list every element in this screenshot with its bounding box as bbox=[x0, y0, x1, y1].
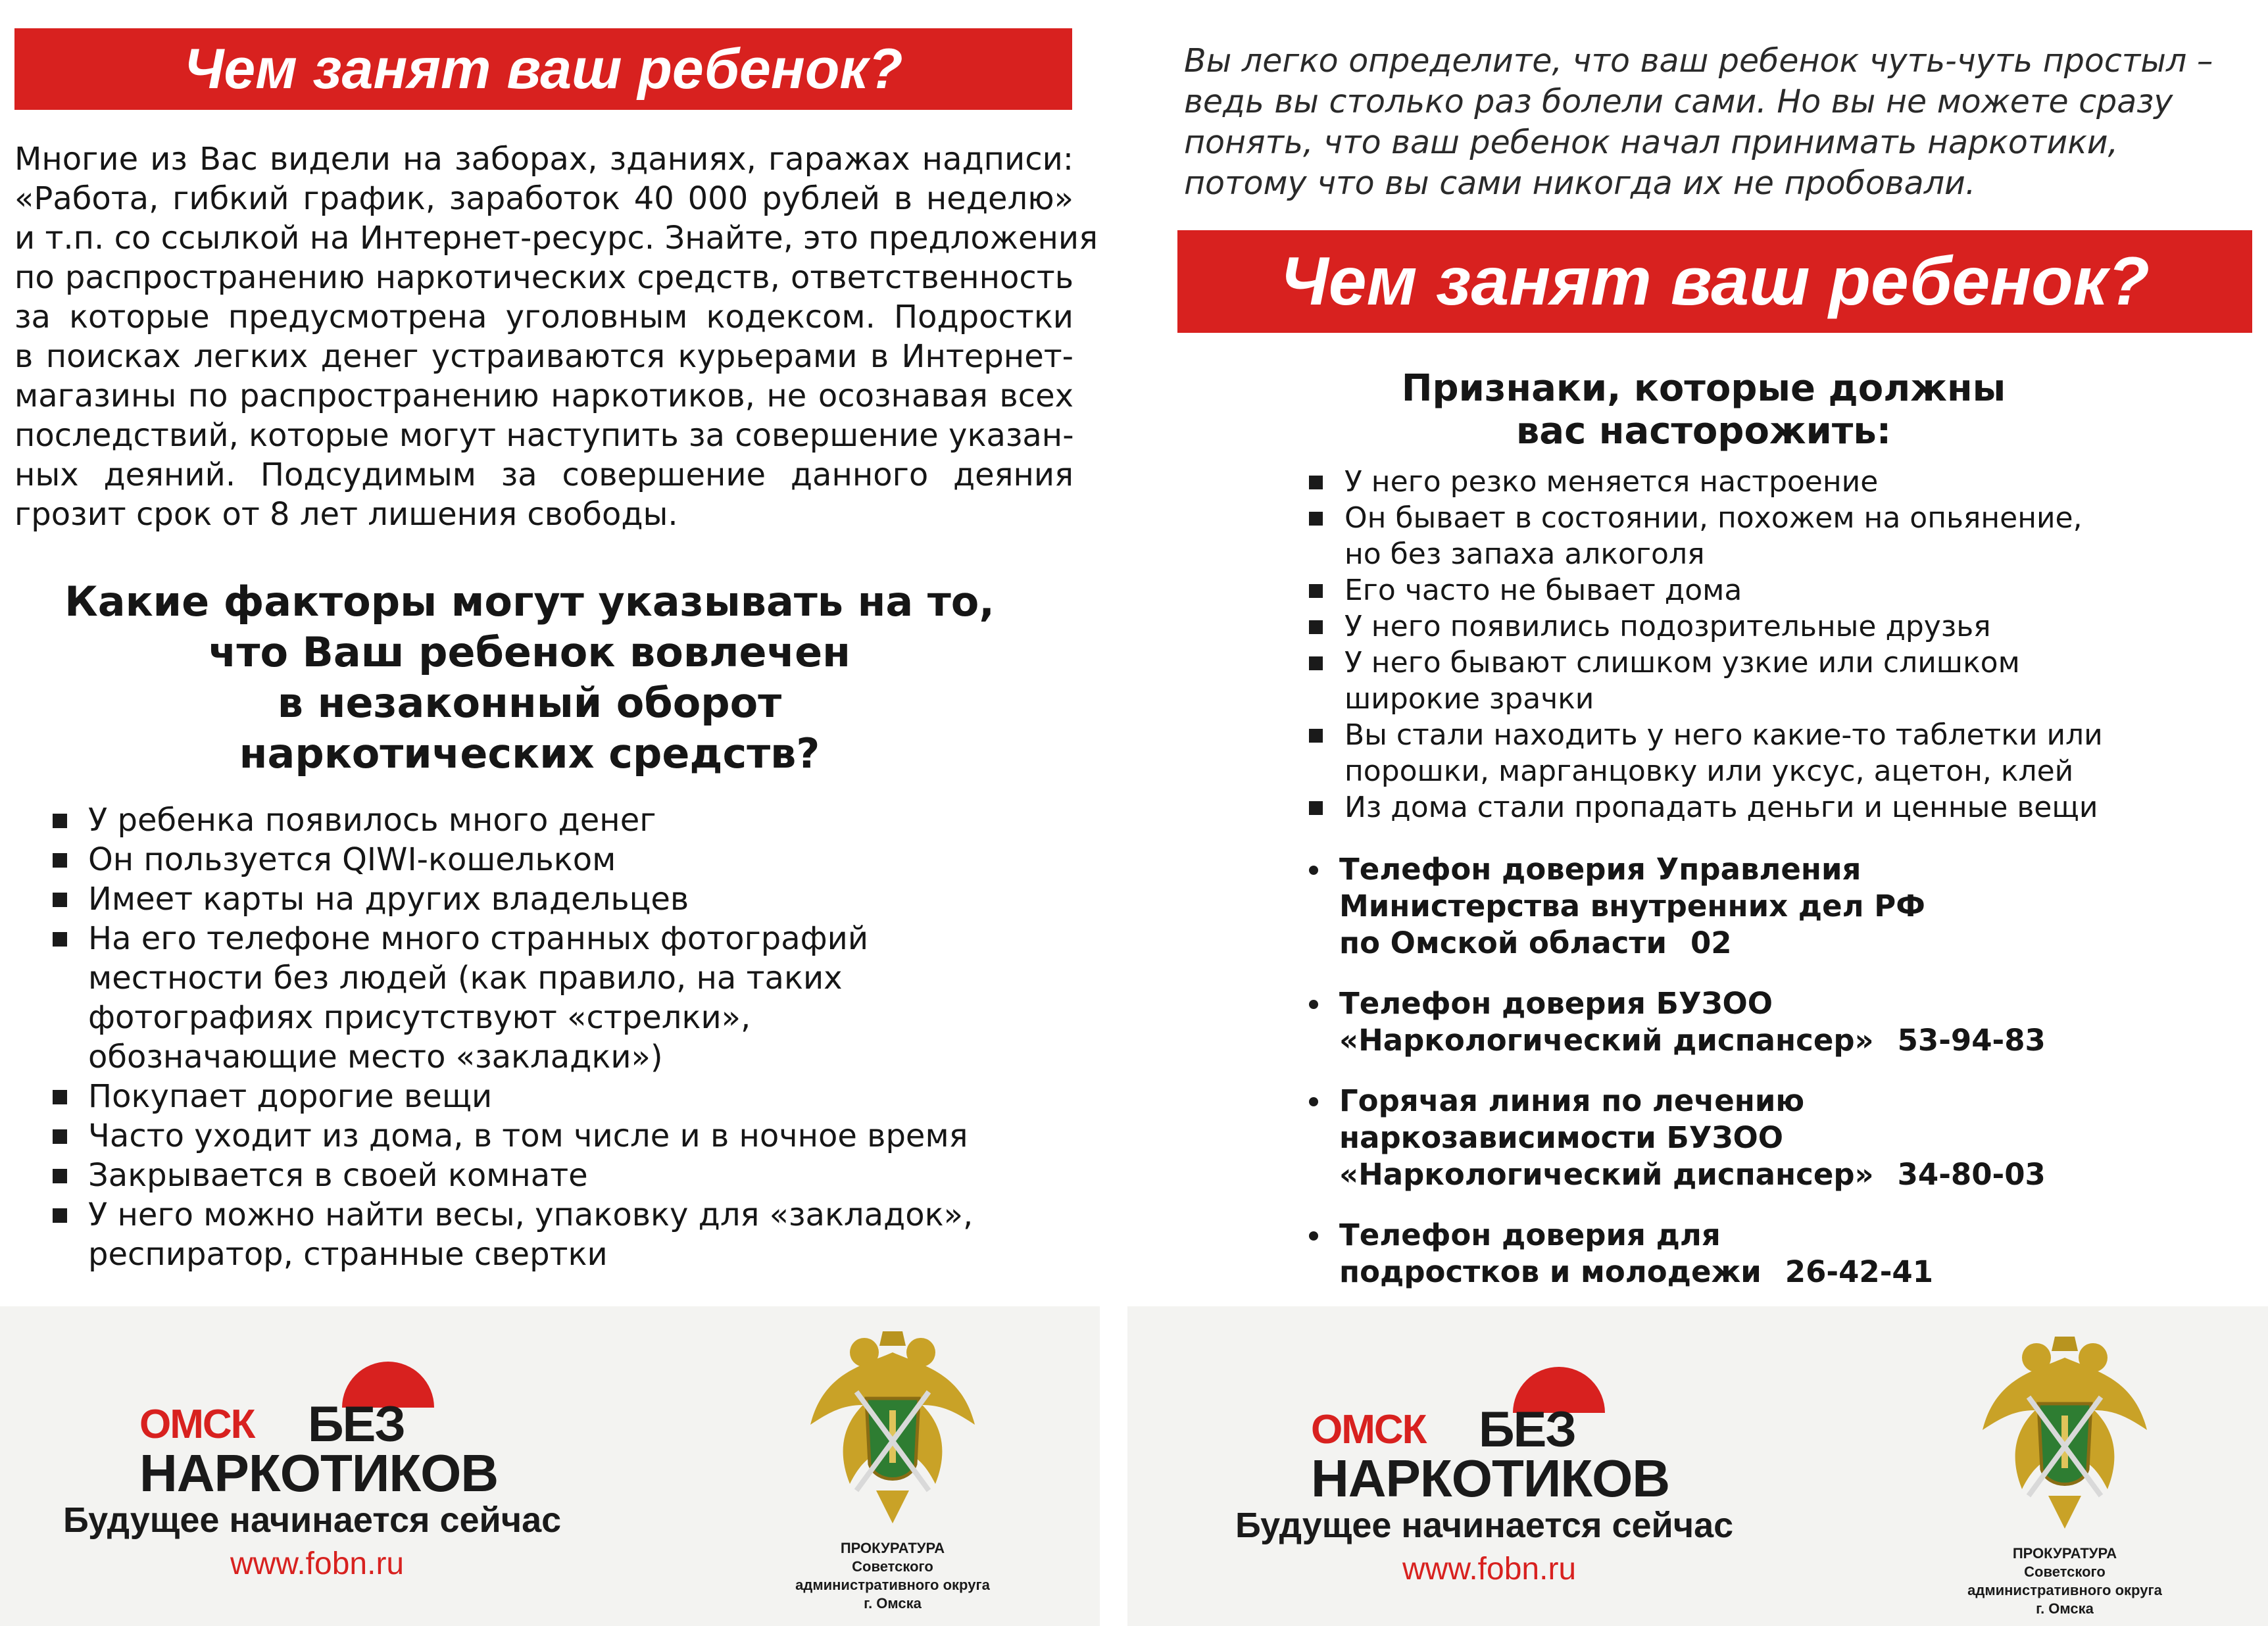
round-bullet-icon bbox=[1309, 866, 1318, 875]
contact-item: Горячая линия по лечению наркозависимости БУЗОО «Наркологический диспансер» 34-80-03 bbox=[1309, 1083, 2161, 1193]
list-item: Часто уходит из дома, в том числе и в ночное время bbox=[53, 1116, 973, 1156]
factors-heading: Какие факторы могут указывать на то, что Ваш ребенок вовлечен в незаконный оборот наркотических средств? bbox=[64, 578, 995, 777]
square-bullet-icon bbox=[1309, 584, 1323, 598]
prosecutor-office-caption: ПРОКУРАТУРА Советского административного округа г. Омска bbox=[1967, 1545, 2162, 1617]
phone-number: 53-94-83 bbox=[1897, 1023, 2046, 1058]
phone-number: 34-80-03 bbox=[1897, 1157, 2046, 1192]
list-item: У него появились подозрительные друзья bbox=[1309, 608, 2103, 645]
list-item: Он бывает в состоянии, похожем на опьянение, но без запаха алкоголя bbox=[1309, 500, 2103, 572]
square-bullet-icon bbox=[1309, 801, 1323, 815]
round-bullet-icon bbox=[1309, 1097, 1318, 1106]
list-item: У него бывают слишком узкие или слишком широкие зрачки bbox=[1309, 645, 2103, 717]
phone-number: 26-42-41 bbox=[1785, 1254, 1934, 1289]
signs-list bbox=[1309, 464, 2103, 825]
list-item: Покупает дорогие вещи bbox=[53, 1077, 973, 1116]
list-item: Его часто не бывает дома bbox=[1309, 572, 2103, 608]
square-bullet-icon bbox=[1309, 656, 1323, 670]
list-item: На его телефоне много странных фотографий местности без людей (как правило, на таких фотографиях присутствуют «стрелки», обозначающие место «закладки») bbox=[53, 919, 973, 1077]
list-item: Он пользуется QIWI-кошельком bbox=[53, 840, 973, 879]
phone-number: 02 bbox=[1690, 925, 1732, 960]
list-item: У него можно найти весы, упаковку для «закладок», респиратор, странные свертки bbox=[53, 1195, 973, 1274]
square-bullet-icon bbox=[1309, 620, 1323, 634]
square-bullet-icon bbox=[1309, 512, 1323, 526]
right-intro-paragraph: Вы легко определите, что ваш ребенок чуть-чуть простыл – ведь вы столько раз болели сами. Но вы не можете сразу понять, что ваш ребенок начал принимать наркотики, потому что вы сами никогда их не пробовали. bbox=[1184, 42, 2213, 202]
square-bullet-icon bbox=[53, 1129, 67, 1144]
contact-item: Телефон доверия Управления Министерства внутренних дел РФ по Омской области 02 bbox=[1309, 851, 2161, 962]
square-bullet-icon bbox=[1309, 476, 1323, 489]
square-bullet-icon bbox=[53, 814, 67, 828]
list-item: Вы стали находить у него какие-то таблетки или порошки, марганцовку или уксус, ацетон, клей bbox=[1309, 717, 2103, 789]
prosecutor-eagle-emblem-icon bbox=[1969, 1331, 2160, 1535]
square-bullet-icon bbox=[53, 1169, 67, 1183]
left-banner-title: Чем занят ваш ребенок? bbox=[14, 28, 1072, 110]
factors-list bbox=[53, 801, 973, 1274]
square-bullet-icon bbox=[53, 1090, 67, 1104]
signs-heading: Признаки, которые должны вас насторожить: bbox=[1401, 367, 2006, 453]
square-bullet-icon bbox=[53, 853, 67, 868]
contact-item: Телефон доверия БУЗОО «Наркологический диспансер» 53-94-83 bbox=[1309, 985, 2161, 1059]
square-bullet-icon bbox=[53, 932, 67, 947]
prosecutor-office-caption: ПРОКУРАТУРА Советского административного округа г. Омска bbox=[795, 1540, 990, 1612]
contact-item: Телефон доверия для подростков и молодежи 26-42-41 bbox=[1309, 1217, 2161, 1291]
list-item: У ребенка появилось много денег bbox=[53, 801, 973, 840]
square-bullet-icon bbox=[1309, 729, 1323, 743]
list-item: Из дома стали пропадать деньги и ценные вещи bbox=[1309, 789, 2103, 825]
square-bullet-icon bbox=[53, 1208, 67, 1223]
round-bullet-icon bbox=[1309, 1000, 1318, 1009]
round-bullet-icon bbox=[1309, 1231, 1318, 1241]
list-item: Закрывается в своей комнате bbox=[53, 1156, 973, 1195]
prosecutor-eagle-emblem-icon bbox=[797, 1326, 988, 1530]
square-bullet-icon bbox=[53, 893, 67, 907]
list-item: Имеет карты на других владельцев bbox=[53, 879, 973, 919]
right-banner-title: Чем занят ваш ребенок? bbox=[1177, 230, 2252, 333]
list-item: У него резко меняется настроение bbox=[1309, 464, 2103, 500]
hotline-contacts bbox=[1309, 851, 2161, 1314]
left-intro-paragraph: Многие из Вас видели на заборах, зданиях, гаражах надписи: «Работа, гибкий график, заработок 40 000 рублей в неделю» и т.п. со ссылкой на Интернет-ресурс. Знайте, это предложения по распространению наркотических средств, ответственность за которые предусмотрена уголовным кодексом. Подростки в поисках легких денег устраиваются курьерами в Интернет- магазины по распространению наркотиков, не осознавая всех последствий, которые могут наступить за совершение указан- ных деяний. Подсудимым за совершение данного деяния грозит срок от 8 лет лишения свободы. bbox=[14, 141, 1098, 533]
